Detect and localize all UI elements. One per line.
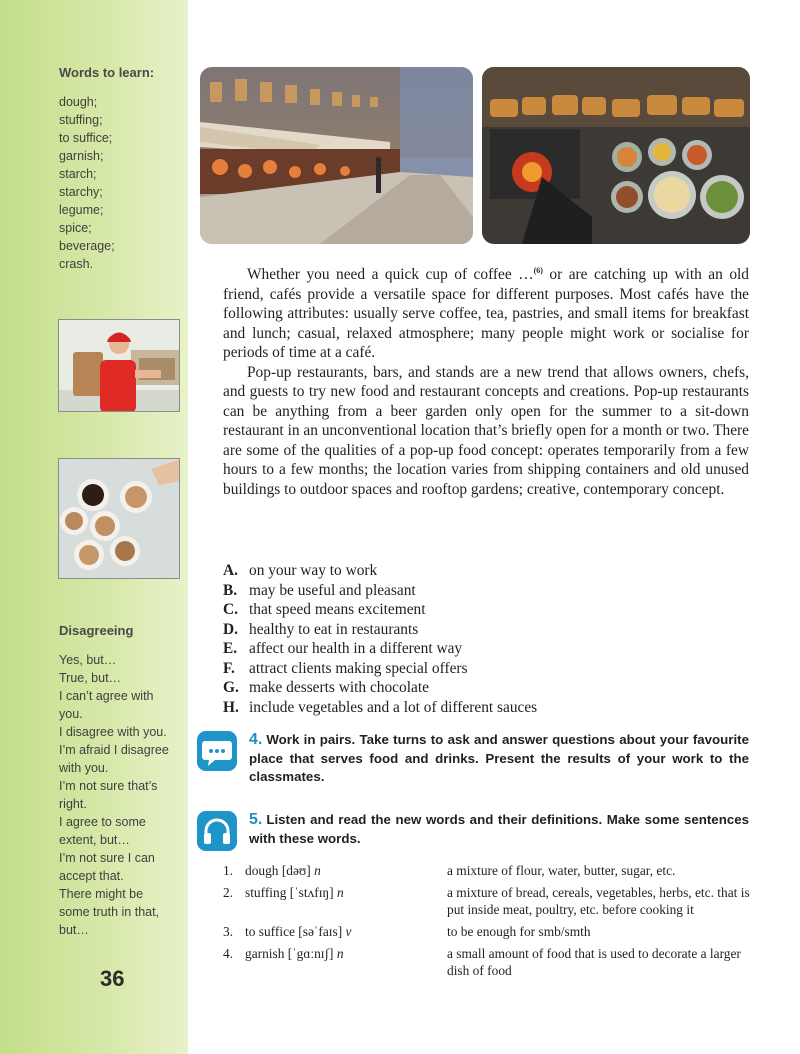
words-to-learn-list: [59, 93, 115, 273]
phrase-item: I agree to some: [59, 815, 146, 829]
option-text: healthy to eat in restaurants: [249, 620, 419, 638]
phrase-item: right.: [59, 797, 87, 811]
vocabulary-row: [223, 884, 753, 918]
vocabulary-definition: a mixture of bread, cereals, vegetables, herbs, etc. that is put inside meat, poultry, etc. before cooking it: [447, 885, 750, 917]
term-text: dough [dəʊ]: [245, 863, 311, 878]
phrase-item: There might be: [59, 887, 144, 901]
phrase-item: True, but…: [59, 671, 122, 685]
task-4-instructions: [249, 731, 749, 787]
word-item: dough;: [59, 95, 98, 109]
vocabulary-definition: a small amount of food that is used to decorate a larger dish of food: [447, 946, 741, 978]
paragraph-cafes-start: Whether you need a quick cup of coffee …: [247, 266, 534, 284]
sidebar: [0, 0, 188, 1054]
task-5-instructions: [249, 811, 749, 848]
vocabulary-term: [245, 862, 447, 879]
option-text: include vegetables and a lot of different sauces: [249, 698, 538, 716]
phrase-item: I’m not sure I can: [59, 851, 155, 865]
answer-options-list: [223, 561, 537, 717]
vocabulary-term: [245, 884, 447, 918]
vocabulary-row: [223, 923, 753, 940]
task-5: [197, 811, 752, 856]
option-text: may be useful and pleasant: [249, 581, 416, 599]
answer-option: [223, 678, 537, 698]
option-text: make desserts with chocolate: [249, 679, 429, 696]
option-letter: E.: [223, 640, 238, 657]
phrase-item: I can’t agree with: [59, 689, 154, 703]
term-text: stuffing [ˈstʌfɪŋ]: [245, 885, 334, 900]
term-text: to suffice [səˈfaɪs]: [245, 924, 343, 939]
term-text: garnish [ˈgɑːnɪʃ]: [245, 946, 334, 961]
part-of-speech: n: [336, 946, 344, 961]
vocabulary-number: 2.: [223, 885, 234, 900]
word-item: crash.: [59, 257, 94, 271]
phrase-item: extent, but…: [59, 833, 130, 847]
word-item: garnish;: [59, 149, 104, 163]
word-item: legume;: [59, 203, 104, 217]
disagreeing-phrases-list: [59, 651, 184, 939]
phrase-item: accept that.: [59, 869, 124, 883]
answer-option: [223, 620, 537, 640]
vocabulary-definition: a mixture of flour, water, butter, sugar, etc.: [447, 863, 676, 878]
word-item: starch;: [59, 167, 97, 181]
phrase-item: you.: [59, 707, 83, 721]
vocabulary-term: [245, 945, 447, 979]
disagreeing-heading: Disagreeing: [59, 623, 134, 638]
vocabulary-list: [223, 862, 753, 984]
vocabulary-row: [223, 862, 753, 879]
paragraph-cafes: [223, 261, 749, 363]
delivery-man-image: [58, 319, 180, 412]
gap-reference: (6): [533, 266, 543, 275]
page-number: 36: [100, 966, 125, 991]
vocabulary-term: [245, 923, 447, 940]
words-to-learn-heading: Words to learn:: [59, 65, 155, 80]
phrase-item: Yes, but…: [59, 653, 117, 667]
street-cafe-photo: [200, 67, 473, 244]
phrase-item: some truth in that,: [59, 905, 160, 919]
reading-text: [223, 261, 749, 499]
answer-option: [223, 659, 537, 679]
task-4-number: 4.: [249, 731, 263, 748]
option-text: affect our health in a different way: [249, 640, 463, 657]
answer-option: [223, 581, 537, 601]
task-4: [197, 731, 752, 791]
task-5-text: Listen and read the new words and their definitions. Make some sentences with these words.: [249, 812, 749, 846]
vocabulary-row: [223, 945, 753, 979]
task-4-text: Work in pairs. Take turns to ask and answer questions about your favourite place that serves food and drinks. Present the results of your work to the classmates.: [249, 732, 749, 784]
coffee-cups-image: [58, 458, 180, 579]
vocabulary-number: 4.: [223, 946, 234, 961]
option-text: on your way to work: [249, 562, 378, 579]
word-item: spice;: [59, 221, 92, 235]
option-letter: B.: [223, 581, 238, 599]
answer-option: [223, 698, 537, 718]
phrase-item: I’m not sure that’s: [59, 779, 158, 793]
answer-option: [223, 639, 537, 659]
part-of-speech: n: [314, 863, 321, 878]
vocabulary-definition: to be enough for smb/smth: [447, 924, 591, 939]
phrase-item: with you.: [59, 761, 109, 775]
answer-option: [223, 561, 537, 581]
part-of-speech: v: [345, 924, 352, 939]
vocabulary-number: 3.: [223, 924, 234, 939]
phrase-item: I’m afraid I disagree: [59, 743, 169, 757]
option-letter: A.: [223, 562, 238, 579]
headphones-icon: [197, 811, 237, 851]
option-letter: D.: [223, 620, 238, 638]
word-item: to suffice;: [59, 131, 113, 145]
speech-bubble-icon: [197, 731, 237, 771]
phrase-item: but…: [59, 923, 89, 937]
option-letter: H.: [223, 698, 239, 716]
option-text: that speed means excitement: [249, 601, 426, 618]
paragraph-cafes-rest: or are catching up with an old friend, cafés provide a versatile space for different purposes. Most cafés have the following attributes: usually serve coffee, tea, pastries, and small items for breakfast and lunch; casual, relaxed atmosphere; many people might work or socialise for periods of time at a café.: [223, 266, 749, 362]
option-letter: F.: [223, 659, 235, 677]
part-of-speech: n: [336, 885, 344, 900]
option-text: attract clients making special offers: [249, 659, 468, 677]
word-item: starchy;: [59, 185, 103, 199]
word-item: stuffing;: [59, 113, 103, 127]
answer-option: [223, 600, 537, 620]
task-5-number: 5.: [249, 811, 263, 828]
word-item: beverage;: [59, 239, 115, 253]
option-letter: C.: [223, 601, 238, 618]
street-food-stall-photo: [482, 67, 750, 244]
paragraph-popup: Pop-up restaurants, bars, and stands are a new trend that allows owners, chefs, and guests to try new food and restaurant concepts and creations. Pop-up restaurants can be anything from a beer garden only open for the summer to a sit-down restaurant in an unconventional location that’s briefly open for a month or two. There are some of the qualities of a pop-up food concept: operates temporarily from a few hours to a few months; the location varies from shipping containers and old unused buildings to outdoor spaces and rooftop gardens; creative, contemporary concept.: [223, 363, 749, 498]
option-letter: G.: [223, 679, 239, 696]
vocabulary-number: 1.: [223, 863, 234, 878]
phrase-item: I disagree with you.: [59, 725, 167, 739]
